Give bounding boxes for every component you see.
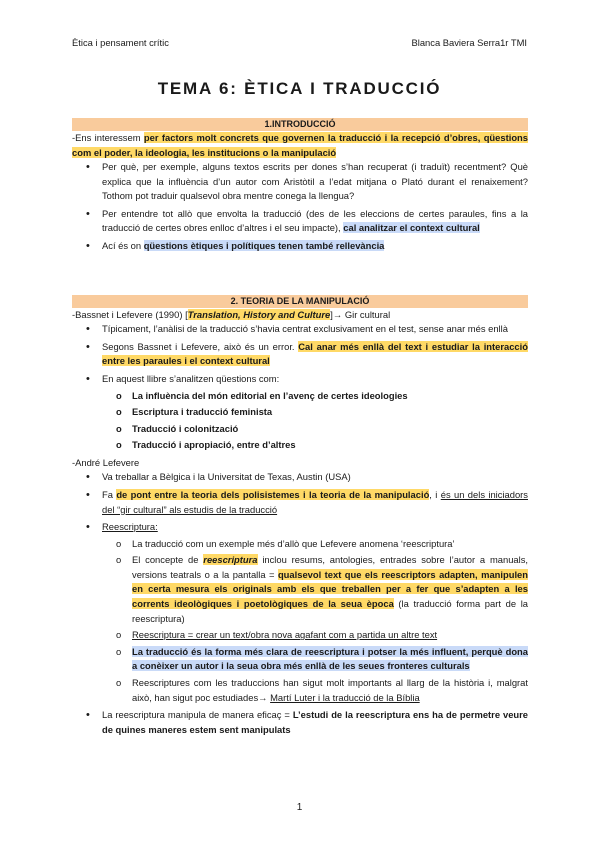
list-item: • Per entendre tot allò que envolta la traducció (des de les eleccions de certes paraules, fins a la traducció de certes obres enlloc d’altres i el seu impacte), cal analitzar el context cultural xyxy=(72,207,528,236)
term: reescriptura xyxy=(203,554,258,566)
list-item: o Escriptura i traducció feminista xyxy=(102,405,528,420)
section-heading-introduccio: 1.INTRODUCCIÓ xyxy=(72,118,528,131)
list-item: o El concepte de reescriptura inclou resums, antologies, entrades sobre l’autor a manuals, versions teatrals o a la pantalla = qualsevol text que els reescriptors adapten, manipulen en certa mesura els originals amb els que treballen per a fer que s’adapten a les corrents ideològiques i poetològiques de la seua època (la traducció forma part de la reescriptura) xyxy=(102,553,528,626)
author-line: -André Lefevere xyxy=(72,456,140,468)
list-item: • Va treballar a Bèlgica i la Universitat de Texas, Austin (USA) xyxy=(72,470,528,485)
highlight: qualsevol text que els reescriptors adapten, manipulen en certa mesura els originals amb els que treballen per a fer que s’adapten a les corrents ideològiques i poetològiques de la seua època xyxy=(132,568,528,610)
book-title: Translation, History and Culture xyxy=(187,308,331,320)
list-item: • Reescriptura: o La traducció com un exemple més d’allò que Lefevere anomena ‘reescriptura’ o El concepte de reescriptura inclou resums, antologies, entrades sobre l’autor a manuals, versions teatrals o a la pantalla = qualsevol text que els reescriptors adapten, manipulen en certa mesura els originals amb els que treballen per a fer que s’adapten a les corrents ideològiques i poetològiques de la seua època (la traducció forma part de la reescriptura) o Reescriptura = crear un text/obra nova agafant com a partida un altre text o La traducció és la forma més clara de reescriptura i potser la més influent, perquè dona a conèixer un autor i la seua obra més enllà de les seues fronteres culturals o Reescriptures com les traduccions han sigut molt importants al llarg de la història i, malgrat això, han sigut poc estudiades→ Martí Luter i la traducció de la Bíblia xyxy=(72,520,528,705)
intro-paragraph: -Ens interessem per factors molt concrets que governen la traducció i la recepció d’obres, qüestions com el poder, la ideologia, les institucions o la manipulació xyxy=(72,132,528,158)
list-item: • Ací és on qüestions ètiques i polítiques tenen també rellevància xyxy=(72,239,528,254)
reescriptura-sublist xyxy=(102,537,528,705)
course-name: Ètica i pensament crític xyxy=(72,37,169,48)
highlight: Cal anar més enllà del text i estudiar la interacció entre les paraules i el context cultural xyxy=(102,340,528,367)
intro-list xyxy=(72,160,528,253)
list-item: o La influència del món editorial en l’avenç de certes ideologies xyxy=(102,389,528,404)
list-item: • Fa de pont entre la teoria dels polisistemes i la teoria de la manipulació, i és un dels iniciadors del “gir cultural” als estudis de la traducció xyxy=(72,488,528,517)
list-item: • La reescriptura manipula de manera eficaç = L’estudi de la reescriptura ens ha de permetre veure de quines maneres estem sent manipulats xyxy=(72,708,528,737)
highlight: qüestions ètiques i polítiques tenen també rellevància xyxy=(143,240,385,252)
list-item: o Reescriptura = crear un text/obra nova agafant com a partida un altre text xyxy=(102,628,528,643)
page-header xyxy=(72,36,527,50)
source-line: -Bassnet i Lefevere (1990) [Translation, History and Culture]→ Gir cultural xyxy=(72,308,391,320)
list-item: • Per què, per exemple, alguns textos escrits per dones s’han recuperat (i traduït) recentment? Què explica que la influència d’un autor com Aristòtil a l’edat mitjana o Plató durant el renaixement? Tothom pot traduir qualsevol obra mentre conega la llengua? xyxy=(72,160,528,204)
list-item: o Traducció i apropiació, entre d’altres xyxy=(102,438,528,453)
list-item: o La traducció com un exemple més d’allò que Lefevere anomena ‘reescriptura’ xyxy=(102,537,528,552)
page-title: TEMA 6: ÈTICA I TRADUCCIÓ xyxy=(157,79,442,98)
topics-sublist xyxy=(102,389,528,453)
list-item: • Segons Bassnet i Lefevere, això és un error. Cal anar més enllà del text i estudiar la interacció entre les paraules i el context cultural xyxy=(72,340,528,369)
manipulation-list xyxy=(72,322,528,453)
document-body xyxy=(72,118,528,740)
lefevere-list xyxy=(72,470,528,737)
section-heading-teoria: 2. TEORIA DE LA MANIPULACIÓ xyxy=(72,295,528,308)
list-item xyxy=(102,645,528,674)
page-number: 1 xyxy=(296,802,303,813)
highlight: La traducció és la forma més clara de reescriptura i potser la més influent, perquè dona a conèixer un autor i la seua obra més enllà de les seues fronteres culturals xyxy=(132,645,528,672)
highlight: de pont entre la teoria dels polisistemes i la teoria de la manipulació xyxy=(116,488,430,500)
list-item: • En aquest llibre s’analitzen qüestions com: o La influència del món editorial en l’avenç de certes ideologies o Escriptura i traducció feminista o Traducció i colonització o Traducció i apropiació, entre d’altres xyxy=(72,372,528,453)
author-name: Blanca Baviera Serra1r TMI xyxy=(411,37,527,48)
list-item: o Traducció i colonització xyxy=(102,422,528,437)
list-item: o Reescriptures com les traduccions han sigut molt importants al llarg de la història i, malgrat això, han sigut poc estudiades→ Martí Luter i la traducció de la Bíblia xyxy=(102,676,528,705)
list-item: • Típicament, l’anàlisi de la traducció s’havia centrat exclusivament en el test, sense anar més enllà xyxy=(72,322,528,337)
highlight: cal analitzar el context cultural xyxy=(343,222,480,234)
highlight: per factors molt concrets que governen la traducció i la recepció d’obres, qüestions com el poder, la ideologia, les institucions o la manipulació xyxy=(72,132,528,158)
